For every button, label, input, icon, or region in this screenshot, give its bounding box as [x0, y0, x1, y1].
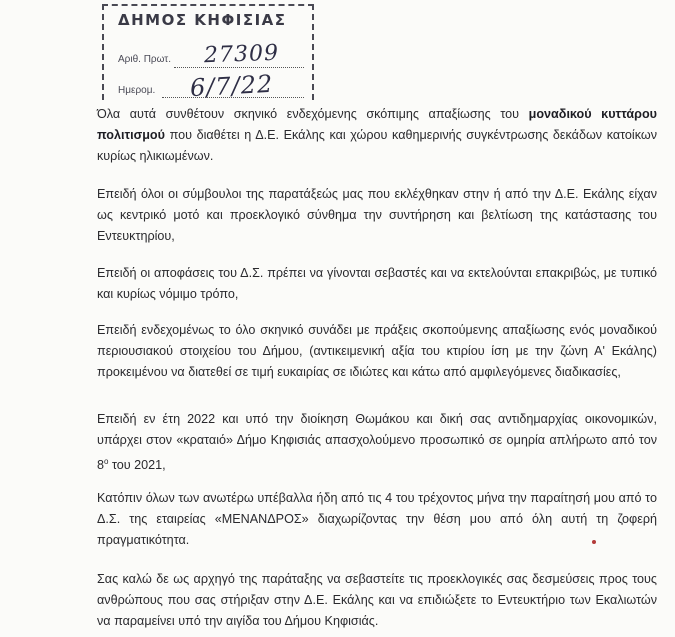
paragraph-5-end: του 2021, [108, 458, 166, 473]
paragraph-4: Επειδή ενδεχομένως το όλο σκηνικό συνάδει με πράξεις σκοπούμενης απαξίωσης ενός μοναδικού περιουσιακού στοιχείου του Δήμου, (αντικειμενική αξία του κτιρίου ίση με την ζώνη Α' Εκάλης) προκειμένου να διατεθεί σε τιμή ευκαιρίας σε ιδιώτες και κάτω από αμφιλεγόμενες διαδικασίες, [97, 323, 657, 379]
stamp-title: ΔΗΜΟΣ ΚΗΦΙΣΙΑΣ [118, 11, 287, 29]
paragraph-5 [97, 409, 657, 476]
paragraph-1-start: Όλα αυτά συνθέτουν σκηνικό ενδεχόμενης σκόπιμης απαξίωσης του [97, 107, 529, 121]
paragraph-7: Σας καλώ δε ως αρχηγό της παράταξης να σεβαστείτε τις προεκλογικές σας δεσμεύσεις προς τους ανθρώπους που σας στήριξαν στην Δ.Ε. Εκάλης και να επιδιώξετε το Εντευκτήριο των Εκαλιωτών να παραμείνει υπό την αιγίδα του Δήμου Κηφισιάς. [97, 572, 657, 628]
stamp-date-value: 6/7/22 [189, 69, 274, 103]
paragraph-6: Κατόπιν όλων των ανωτέρω υπέβαλλα ήδη από τις 4 του τρέχοντος μήνα την παραίτησή μου από το Δ.Σ. της εταιρείας «ΜΕΝΑΝΔΡΟΣ» διαχωρίζοντας την θέση μου από όλη αυτή τη ζοφερή πραγματικότητα. [97, 491, 657, 547]
registration-stamp [102, 4, 314, 103]
stamp-protocol-label: Αριθ. Πρωτ. [118, 54, 172, 65]
paragraph-1-end: που διαθέτει η Δ.Ε. Εκάλης και χώρου καθημερινής συγκέντρωσης δεκάδων κατοίκων κυρίως ηλικιωμένων. [97, 128, 657, 163]
stamp-protocol-number: 27309 [203, 40, 280, 69]
paragraph-5-superscript: ο [104, 457, 109, 466]
paragraph-3: Επειδή οι αποφάσεις του Δ.Σ. πρέπει να γίνονται σεβαστές και να εκτελούνται επακριβώς, με τυπικό και κυρίως νόμιμο τρόπο, [97, 266, 657, 301]
paragraph-2: Επειδή όλοι οι σύμβουλοι της παρατάξεώς μας που εκλέχθηκαν στην ή από την Δ.Ε. Εκάλης είχαν ως κεντρικό μοτό και προεκλογικό σύνθημα την συντήρηση και βελτίωση της κατάστασης του Εντευκτηρίου, [97, 187, 657, 243]
ink-dot [592, 540, 596, 544]
stamp-date-label: Ημερομ. [118, 85, 156, 96]
paragraph-1 [97, 104, 657, 167]
paragraph-5-start: Επειδή εν έτη 2022 και υπό την διοίκηση Θωμάκου και δική σας αντιδημαρχίας οικονομικών, υπάρχει στον «κραταιό» Δήμο Κηφισιάς απασχολούμενο προσωπικό σε ομηρία απλήρωτο από τον 8 [97, 412, 657, 473]
paragraph-1-emphasis: μοναδικού κυττάρου πολιτισμού [97, 107, 657, 142]
